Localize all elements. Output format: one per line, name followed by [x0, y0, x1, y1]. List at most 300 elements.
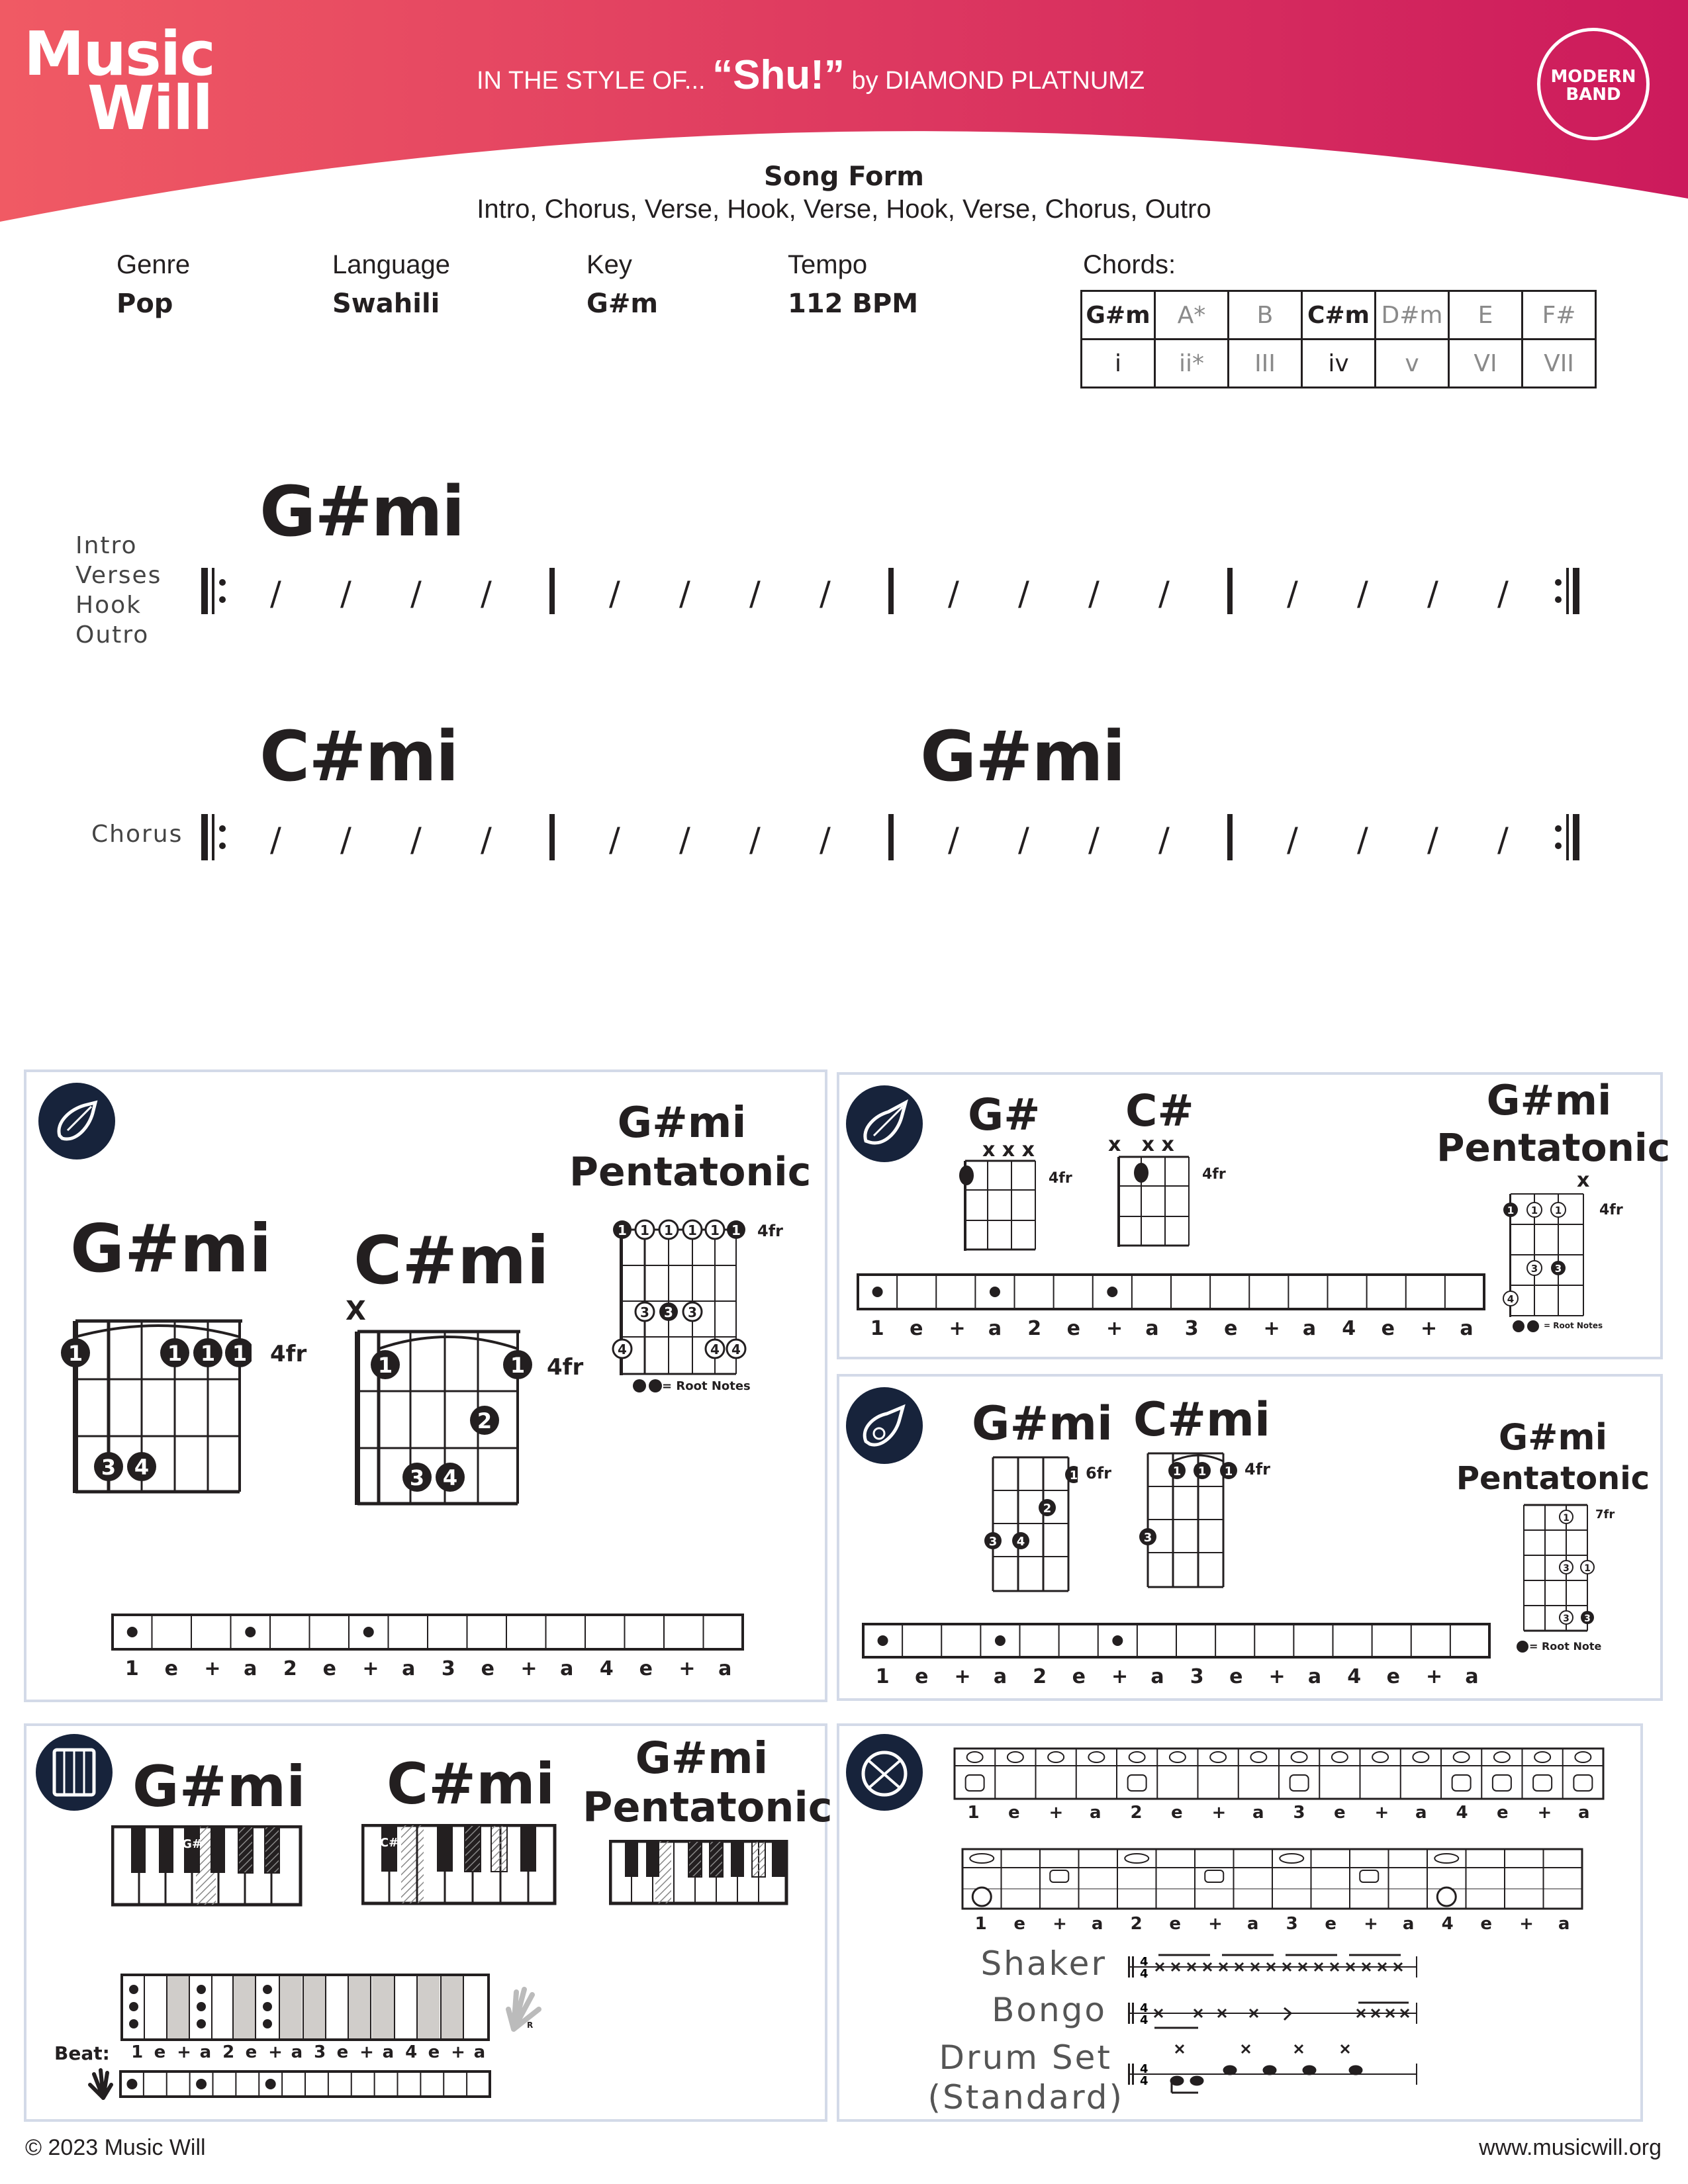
- key-label: Key: [586, 250, 632, 279]
- beat-count: 2: [1130, 1914, 1143, 1934]
- hat-mark: [1291, 1752, 1307, 1762]
- svg-text:1: 1: [640, 1222, 649, 1238]
- svg-text:1: 1: [377, 1353, 393, 1378]
- beat-count: +: [204, 1657, 221, 1680]
- bass-chord2-fret: 4fr: [1202, 1166, 1226, 1183]
- beat-count: 2: [1027, 1317, 1042, 1340]
- bass-icon: [846, 1085, 923, 1162]
- left-hand-icon: [87, 2068, 118, 2102]
- rhythm-dot: [363, 1627, 374, 1637]
- kick-mark: [972, 1888, 991, 1906]
- beat-count: a: [1252, 1803, 1264, 1823]
- beat-count: +: [679, 1657, 696, 1680]
- badge-line2: BAND: [1566, 85, 1621, 105]
- scale-dot: [1560, 1611, 1573, 1624]
- genre-label: Genre: [117, 250, 191, 279]
- slash-mark: /: [679, 821, 690, 859]
- svg-text:1: 1: [1554, 1205, 1562, 1216]
- beat-count: a: [1578, 1803, 1590, 1823]
- hat-mark: [1413, 1752, 1429, 1762]
- drumset-notes: [1171, 2045, 1362, 2093]
- svg-text:4: 4: [1140, 2062, 1149, 2076]
- rhythm-dot: [245, 1627, 256, 1637]
- hat-mark: [1210, 1752, 1226, 1762]
- drumset-sub-label: (Standard): [927, 2078, 1124, 2116]
- svg-text:1: 1: [618, 1222, 627, 1238]
- bass-chord2-mutes: x x x: [1108, 1133, 1174, 1156]
- fretboard: [964, 1161, 1035, 1251]
- language-value: Swahili: [332, 289, 440, 319]
- svg-text:4: 4: [618, 1342, 627, 1357]
- hat-mark: [1008, 1752, 1023, 1762]
- beat-count: 3: [1286, 1914, 1298, 1934]
- badge-line1: MODERN: [1550, 67, 1636, 87]
- beat-count: +: [520, 1657, 538, 1680]
- slash-mark: /: [1088, 821, 1100, 859]
- beat-count: 2: [1033, 1665, 1047, 1688]
- beat-count: e: [1008, 1803, 1020, 1823]
- repeat-end: [1555, 814, 1579, 860]
- beat-count: +: [362, 1657, 379, 1680]
- section-verses: Verses: [75, 562, 162, 589]
- slash-mark: /: [749, 821, 761, 859]
- beat-count: +: [1106, 1317, 1123, 1340]
- rhythm-dot: [878, 1635, 888, 1646]
- beat-count: a: [1402, 1914, 1415, 1934]
- beat-count: 3: [441, 1657, 455, 1680]
- beat-count: e: [154, 2042, 166, 2062]
- keys-rh-grid: [120, 1974, 491, 2042]
- beat-count: e: [1381, 1317, 1395, 1340]
- fretboard: [1148, 1453, 1223, 1587]
- beat-count: 4: [1441, 1914, 1454, 1934]
- slash-mark: /: [1018, 574, 1029, 613]
- beat-count: 1: [870, 1317, 884, 1340]
- svg-text:1: 1: [1584, 1563, 1591, 1574]
- svg-text:3: 3: [688, 1304, 697, 1320]
- ukulele-chord1-name: G#mi: [972, 1396, 1113, 1451]
- scale-dot: [727, 1340, 745, 1358]
- beat-count: e: [1480, 1914, 1492, 1934]
- scale-dot: [1581, 1561, 1594, 1574]
- cymbal-mark: [1280, 1854, 1303, 1863]
- bongo-notes: [1154, 2003, 1409, 2028]
- beat-count: 2: [1130, 1803, 1143, 1823]
- song-form-value: Intro, Chorus, Verse, Hook, Verse, Hook, Verse, Chorus, Outro: [477, 195, 1211, 224]
- beat-count: e: [428, 2042, 440, 2062]
- drum-mark: [1452, 1775, 1471, 1791]
- staff-row1: [192, 563, 1595, 622]
- beat-count: 1: [875, 1665, 890, 1688]
- finger-dot: [225, 1338, 252, 1367]
- keys-chord2-keyboard: [361, 1824, 557, 1907]
- snare-mark: [1205, 1870, 1223, 1882]
- beat-count: e: [1229, 1665, 1243, 1688]
- logo-music: Music: [24, 19, 214, 89]
- svg-text:4: 4: [710, 1342, 720, 1357]
- beat-count: a: [199, 2042, 212, 2062]
- beat-count: 4: [1342, 1317, 1356, 1340]
- beat-count: a: [718, 1657, 732, 1680]
- beat-count: a: [291, 2042, 303, 2062]
- section-chorus: Chorus: [91, 821, 183, 848]
- beat-count: e: [1497, 1803, 1509, 1823]
- scale-dot: [1560, 1510, 1573, 1524]
- beat-count: e: [1325, 1914, 1336, 1934]
- chord-cell: G#m: [1082, 291, 1155, 340]
- row2-chord1: C#mi: [259, 716, 458, 797]
- svg-text:3: 3: [1530, 1263, 1538, 1275]
- beat-count: +: [1211, 1803, 1227, 1823]
- scale-dot: [683, 1220, 702, 1239]
- row2-chord2: G#mi: [920, 716, 1125, 797]
- ukulele-chord2-diagram: [1139, 1447, 1238, 1592]
- svg-text:4: 4: [1140, 2001, 1149, 2015]
- shaker-notes: [1156, 1955, 1402, 1971]
- keys-pent-title1: G#mi: [635, 1733, 769, 1784]
- beat-count: a: [988, 1317, 1002, 1340]
- rhythm-dot: [126, 2079, 137, 2089]
- fretboard: [1117, 1157, 1189, 1247]
- keys-lh-grid: [119, 2070, 491, 2098]
- beat-count: a: [1558, 1914, 1570, 1934]
- cymbal-mark: [1434, 1854, 1458, 1863]
- numeral-cell: iv: [1302, 340, 1376, 388]
- svg-text:4: 4: [1507, 1293, 1515, 1305]
- slash-mark: /: [948, 821, 959, 859]
- bass-chord1-fret: 4fr: [1049, 1170, 1072, 1187]
- staff-row2: [192, 809, 1595, 868]
- hat-mark: [1494, 1752, 1510, 1762]
- svg-text:1: 1: [167, 1341, 183, 1366]
- language-label: Language: [332, 250, 450, 279]
- guitar-mute-x: X: [346, 1296, 366, 1326]
- slash-mark: /: [1287, 574, 1298, 613]
- song-title: “Shu!”: [712, 52, 845, 98]
- beat-count: e: [639, 1657, 653, 1680]
- keys-pent-title2: Pentatonic: [583, 1783, 833, 1831]
- numeral-cell: III: [1229, 340, 1302, 388]
- beat-count: +: [1364, 1914, 1378, 1934]
- scale-dot: [1551, 1261, 1566, 1275]
- chords-label: Chords:: [1083, 250, 1176, 279]
- beat-count: e: [245, 2042, 258, 2062]
- kick-mark: [1437, 1888, 1456, 1906]
- beat-count: +: [451, 2042, 465, 2062]
- svg-text:4: 4: [731, 1342, 741, 1357]
- slash-mark: /: [749, 574, 761, 613]
- guitar-pent-title1: G#mi: [617, 1099, 747, 1148]
- chord-cell: D#m: [1376, 291, 1449, 340]
- ukulele-chord2-fret: 4fr: [1244, 1460, 1270, 1479]
- tempo-value: 112 BPM: [788, 289, 919, 319]
- keys-chord1-name: G#mi: [132, 1754, 306, 1820]
- svg-text:4: 4: [442, 1465, 458, 1490]
- right-hand-label: R: [527, 2021, 534, 2030]
- beat-count: 1: [974, 1914, 987, 1934]
- website-link[interactable]: www.musicwill.org: [1479, 2135, 1662, 2160]
- scale-dot: [613, 1220, 632, 1239]
- numeral-cell: VI: [1449, 340, 1523, 388]
- svg-text:1: 1: [664, 1222, 673, 1238]
- beat-count: a: [1302, 1317, 1317, 1340]
- slash-mark: /: [1357, 821, 1368, 859]
- beat-count: e: [1169, 1914, 1181, 1934]
- fretboard: [1509, 1194, 1583, 1317]
- svg-text:1: 1: [68, 1341, 83, 1366]
- hat-mark: [1534, 1752, 1550, 1762]
- beat-count: e: [164, 1657, 179, 1680]
- slash-mark: /: [1287, 821, 1298, 859]
- repeat-start: [201, 814, 226, 860]
- bass-pent-mute: x: [1577, 1169, 1590, 1192]
- svg-text:1: 1: [731, 1222, 741, 1238]
- slash-mark: /: [270, 821, 281, 859]
- slash-mark: /: [1158, 574, 1170, 613]
- scale-dot: [706, 1340, 724, 1358]
- scale-dot: [635, 1220, 654, 1239]
- slash-mark: /: [609, 821, 620, 859]
- rhythm-dot: [1107, 1287, 1117, 1297]
- slash-mark: /: [1357, 574, 1368, 613]
- scale-dot: [683, 1302, 702, 1321]
- finger-dot: [371, 1350, 400, 1379]
- finger-dot: [436, 1463, 465, 1492]
- beat-count: a: [382, 2042, 395, 2062]
- beat-count: e: [1334, 1803, 1346, 1823]
- slash-mark: /: [1497, 821, 1509, 859]
- logo-will: Will: [87, 73, 212, 144]
- finger-dot: [470, 1406, 499, 1435]
- scale-dot: [1551, 1203, 1566, 1217]
- ukulele-pentatonic-diagram: [1516, 1501, 1602, 1653]
- svg-text:4: 4: [1140, 2013, 1149, 2027]
- guitar-chord2-diagram: [342, 1328, 534, 1513]
- modern-band-badge: [1537, 28, 1650, 140]
- beat-count: +: [1208, 1914, 1223, 1934]
- svg-text:3: 3: [664, 1304, 673, 1320]
- fretboard: [1524, 1505, 1587, 1631]
- slash-mark: /: [481, 574, 492, 613]
- slash-mark: /: [1497, 574, 1509, 613]
- hat-mark: [1088, 1752, 1104, 1762]
- rhythm-dot: [990, 1287, 1000, 1297]
- bass-chord1-mutes: x x x: [982, 1138, 1035, 1161]
- hat-mark: [1454, 1752, 1470, 1762]
- scale-dot: [1503, 1203, 1518, 1217]
- root-dot: [1134, 1163, 1149, 1183]
- finger-dot: [984, 1532, 1002, 1549]
- drums-grid-1: [953, 1747, 1605, 1801]
- chord-table: [1080, 290, 1597, 388]
- ukulele-root-legend: = Root Note: [1529, 1640, 1602, 1653]
- svg-text:4: 4: [1140, 1967, 1149, 1981]
- slash-mark: /: [340, 574, 352, 613]
- beat-count: e: [336, 2042, 349, 2062]
- beat-count: 3: [314, 2042, 326, 2062]
- root-legend-dots: [633, 1379, 662, 1392]
- root-legend-dots: [1513, 1320, 1539, 1332]
- svg-text:1: 1: [1069, 1469, 1078, 1482]
- beat-count: a: [560, 1657, 574, 1680]
- beat-count: +: [268, 2042, 283, 2062]
- beat-count: e: [1013, 1914, 1025, 1934]
- svg-text:3: 3: [1563, 1614, 1570, 1624]
- finger-dot: [1039, 1499, 1056, 1516]
- ukulele-pent-title2: Pentatonic: [1456, 1460, 1650, 1497]
- repeat-start: [201, 568, 226, 614]
- finger-dot: [503, 1350, 532, 1379]
- guitar-chord2-name: C#mi: [353, 1222, 549, 1299]
- beat-count: 3: [1190, 1665, 1204, 1688]
- svg-text:3: 3: [1563, 1563, 1570, 1574]
- right-hand-icon: [500, 1983, 547, 2036]
- beat-count: 4: [1347, 1665, 1362, 1688]
- beat-count: a: [993, 1665, 1008, 1688]
- drum-mark: [1128, 1775, 1147, 1791]
- drumset-label: Drum Set: [939, 2038, 1112, 2077]
- hat-mark: [1332, 1752, 1348, 1762]
- key-value: G#m: [586, 289, 659, 319]
- scale-dot: [1527, 1203, 1542, 1217]
- svg-text:2: 2: [477, 1408, 492, 1433]
- beat-count: a: [402, 1657, 416, 1680]
- beat-count: a: [1246, 1914, 1259, 1934]
- beat-count: e: [1224, 1317, 1238, 1340]
- rhythm-dot: [127, 1627, 138, 1637]
- beat-count: +: [1111, 1665, 1129, 1688]
- beat-count: e: [1386, 1665, 1401, 1688]
- slash-mark: /: [481, 821, 492, 859]
- drum-mark: [1290, 1775, 1309, 1791]
- keys-label-csharp: C#: [379, 1836, 399, 1850]
- beat-count: 2: [283, 1657, 297, 1680]
- guitar-pent-fret: 4fr: [757, 1222, 783, 1240]
- finger-dot: [1139, 1528, 1156, 1545]
- beat-count: 2: [222, 2042, 235, 2062]
- hat-mark: [1372, 1752, 1388, 1762]
- slash-mark: /: [1158, 821, 1170, 859]
- finger-dot: [61, 1338, 90, 1367]
- scale-dot: [1581, 1611, 1594, 1624]
- scale-dot: [1560, 1561, 1573, 1574]
- svg-text:1: 1: [688, 1222, 697, 1238]
- svg-text:1: 1: [1224, 1465, 1233, 1479]
- drum-mark: [1493, 1775, 1511, 1791]
- shaker-label: Shaker: [980, 1944, 1107, 1983]
- beat-count: a: [1415, 1803, 1427, 1823]
- snare-mark: [1360, 1870, 1378, 1882]
- finger-dot: [127, 1452, 156, 1481]
- beat-count: +: [949, 1317, 966, 1340]
- shaker-notation: [1125, 1947, 1423, 1987]
- beat-count: a: [1090, 1803, 1102, 1823]
- scale-dot: [1527, 1261, 1542, 1275]
- keys-pentatonic-keyboard: [609, 1840, 789, 1906]
- svg-text:1: 1: [510, 1353, 526, 1378]
- ukulele-chord2-name: C#mi: [1133, 1392, 1270, 1447]
- beat-count: +: [1268, 1665, 1286, 1688]
- beat-count: 3: [1184, 1317, 1199, 1340]
- finger-dot: [1194, 1462, 1211, 1479]
- beat-count: +: [359, 2042, 374, 2062]
- slash-mark: /: [679, 574, 690, 613]
- bass-chord2-diagram: [1112, 1152, 1198, 1251]
- bass-chord1-diagram: [959, 1156, 1045, 1255]
- keys-beat-label: Beat:: [54, 2042, 110, 2064]
- beat-count: 1: [967, 1803, 980, 1823]
- bongo-label: Bongo: [992, 1991, 1107, 2029]
- scale-dot: [659, 1220, 678, 1239]
- beat-count: a: [1465, 1665, 1479, 1688]
- bass-chord1-name: G#: [968, 1089, 1041, 1140]
- keyboard-icon: [36, 1734, 113, 1811]
- ukulele-chord1-fret: 6fr: [1086, 1464, 1111, 1482]
- numeral-cell: v: [1376, 340, 1449, 388]
- ukulele-rhythm-grid: [862, 1623, 1491, 1659]
- beat-count: a: [1091, 1914, 1103, 1934]
- finger-dot: [402, 1463, 432, 1492]
- drumset-notation: [1125, 2041, 1423, 2094]
- bass-rhythm-grid: [857, 1273, 1485, 1310]
- beat-count: e: [1066, 1317, 1081, 1340]
- scale-dot: [635, 1302, 654, 1321]
- beat-count: e: [915, 1665, 929, 1688]
- scale-dot: [1503, 1291, 1518, 1306]
- section-intro: Intro: [75, 532, 138, 559]
- beat-count: e: [481, 1657, 495, 1680]
- slash-mark: /: [410, 821, 422, 859]
- svg-text:4: 4: [1140, 1955, 1149, 1969]
- svg-text:1: 1: [200, 1341, 216, 1366]
- beat-count: a: [1460, 1317, 1474, 1340]
- snare-mark: [1050, 1870, 1068, 1882]
- beat-count: a: [1150, 1665, 1164, 1688]
- section-hook: Hook: [75, 592, 142, 619]
- scale-dot: [727, 1220, 745, 1239]
- guitar-pentatonic-diagram: [609, 1215, 755, 1400]
- repeat-end: [1555, 568, 1579, 614]
- chord-cell: F#: [1523, 291, 1596, 340]
- cymbal-mark: [970, 1854, 994, 1863]
- fretboard: [993, 1457, 1068, 1591]
- beat-count: +: [1537, 1803, 1552, 1823]
- tempo-label: Tempo: [788, 250, 868, 279]
- numeral-cell: VII: [1523, 340, 1596, 388]
- beat-count: +: [1053, 1914, 1067, 1934]
- finger-dot: [193, 1338, 222, 1367]
- svg-text:3: 3: [409, 1465, 425, 1490]
- song-form-title: Song Form: [764, 161, 924, 192]
- bass-pent-fret: 4fr: [1599, 1202, 1623, 1218]
- svg-text:4: 4: [1140, 2074, 1149, 2088]
- slash-mark: /: [270, 574, 281, 613]
- chord-cell: C#m: [1302, 291, 1376, 340]
- rhythm-dot: [196, 2079, 207, 2089]
- ukulele-chord1-diagram: [978, 1451, 1078, 1596]
- ukulele-pent-title1: G#mi: [1498, 1416, 1608, 1458]
- ukulele-pent-fret: 7fr: [1595, 1508, 1615, 1522]
- slash-mark: /: [1427, 821, 1438, 859]
- finger-dot: [160, 1338, 189, 1367]
- svg-text:1: 1: [710, 1222, 720, 1238]
- beat-count: +: [1374, 1803, 1389, 1823]
- slash-mark: /: [1018, 821, 1029, 859]
- scale-dot: [659, 1302, 678, 1321]
- beat-count: a: [1145, 1317, 1159, 1340]
- slash-mark: /: [340, 821, 352, 859]
- beat-count: 1: [131, 2042, 144, 2062]
